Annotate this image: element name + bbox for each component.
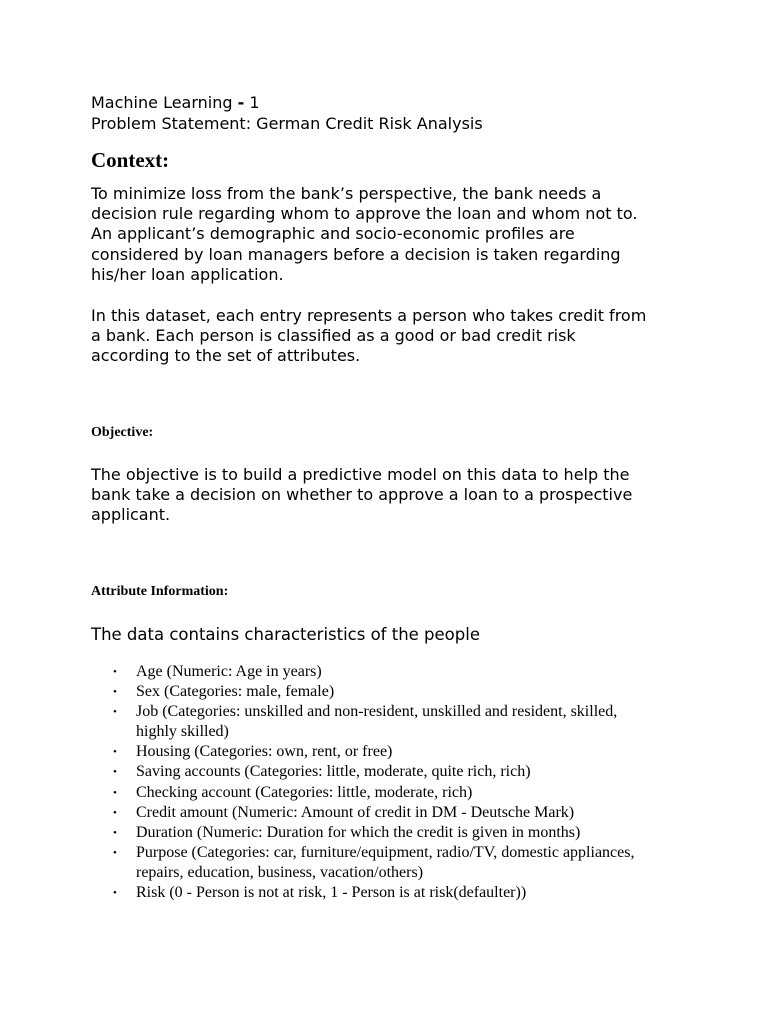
attribute-intro: The data contains characteristics of the people <box>91 625 480 644</box>
bullet-icon: • <box>113 666 117 678</box>
bullet-icon: • <box>113 806 117 819</box>
attribute-item-text: Risk (0 - Person is not at risk, 1 - Person is at risk(defaulter)) <box>136 884 527 902</box>
paragraph-line: To minimize loss from the bank’s perspective, the bank needs a <box>91 184 602 203</box>
paragraph-line: considered by loan managers before a decision is taken regarding <box>91 244 621 264</box>
attribute-item-text: Purpose (Categories: car, furniture/equipment, radio/TV, domestic appliances, <box>136 843 635 861</box>
attribute-item <box>91 762 691 782</box>
attribute-item <box>91 702 691 742</box>
paragraph-line: according to the set of attributes. <box>91 346 361 366</box>
attribute-item <box>91 803 691 823</box>
attribute-item <box>91 843 691 883</box>
paragraph-line: applicant. <box>91 505 171 525</box>
paragraph-line: bank take a decision on whether to approve a loan to a prospective <box>91 485 633 505</box>
attribute-item <box>91 783 691 803</box>
attribute-item-text: highly skilled) <box>136 723 229 741</box>
context-heading: Context: <box>91 148 170 172</box>
paragraph-line: The objective is to build a predictive model on this data to help the <box>91 465 630 484</box>
attribute-item-text: Duration (Numeric: Duration for which the credit is given in months) <box>136 823 581 841</box>
attribute-item-text: Saving accounts (Categories: little, moderate, quite rich, rich) <box>136 763 531 781</box>
attribute-item-text: Age (Numeric: Age in years) <box>136 663 322 680</box>
paragraph-line: An applicant’s demographic and socio-economic profiles are <box>91 224 575 244</box>
bullet-icon: • <box>113 846 117 859</box>
attribute-heading: Attribute Information: <box>91 584 229 599</box>
paragraph-line: his/her loan application. <box>91 264 284 284</box>
context-paragraph-2 <box>91 306 691 367</box>
attribute-item-text: Housing (Categories: own, rent, or free) <box>136 743 393 761</box>
attribute-item-text: Checking account (Categories: little, moderate, rich) <box>136 783 473 801</box>
attribute-list <box>91 662 691 903</box>
bullet-icon: • <box>113 686 117 699</box>
paragraph-line: a bank. Each person is classified as a good or bad credit risk <box>91 326 576 346</box>
attribute-item-text: Sex (Categories: male, female) <box>136 683 335 701</box>
course-title: Machine Learning <box>91 93 233 112</box>
course-title-line <box>91 93 260 113</box>
bullet-icon: • <box>113 746 117 759</box>
attribute-item <box>91 883 691 903</box>
bullet-icon: • <box>113 887 117 900</box>
course-dash: - <box>237 93 245 112</box>
paragraph-line: In this dataset, each entry represents a person who takes credit from <box>91 306 647 325</box>
paragraph-line: decision rule regarding whom to approve the loan and whom not to. <box>91 204 638 224</box>
attribute-item <box>91 682 691 702</box>
bullet-icon: • <box>113 766 117 779</box>
context-paragraph-1 <box>91 184 691 285</box>
bullet-icon: • <box>113 826 117 839</box>
attribute-item <box>91 662 691 682</box>
bullet-icon: • <box>113 706 117 719</box>
course-number: 1 <box>249 93 260 112</box>
problem-statement: Problem Statement: German Credit Risk Analysis <box>91 114 483 133</box>
attribute-item-text: Credit amount (Numeric: Amount of credit in DM - Deutsche Mark) <box>136 803 575 821</box>
attribute-item <box>91 823 691 843</box>
attribute-item-text: repairs, education, business, vacation/others) <box>136 863 424 881</box>
objective-paragraph <box>91 465 691 526</box>
attribute-item-text: Job (Categories: unskilled and non-resident, unskilled and resident, skilled, <box>136 703 618 721</box>
bullet-icon: • <box>113 786 117 799</box>
objective-heading: Objective: <box>91 425 154 440</box>
attribute-item <box>91 742 691 762</box>
